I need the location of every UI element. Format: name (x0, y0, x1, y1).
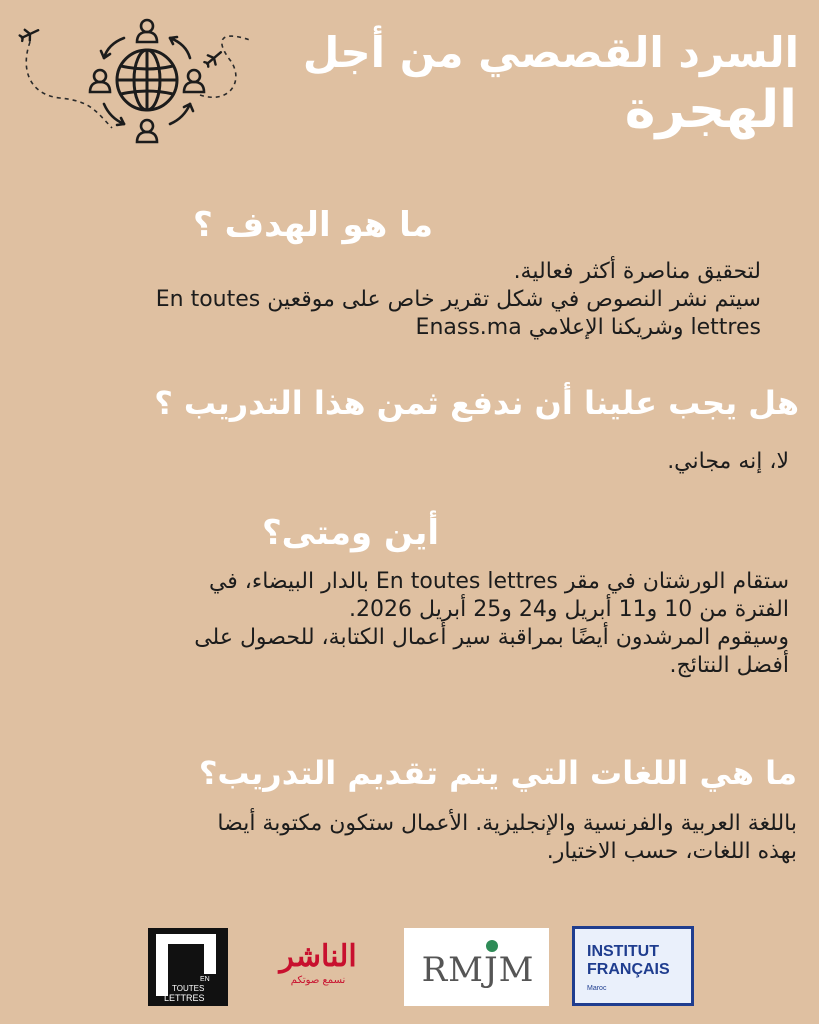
body-line: لتحقيق مناصرة أكثر فعالية. (513, 259, 761, 284)
body-line: لا، إنه مجاني. (667, 449, 789, 474)
institut-francais-logo (572, 926, 694, 1006)
page-title-line-2: الهجرة (624, 80, 797, 140)
body-line: lettres وشريكنا الإعلامي Enass.ma (415, 315, 761, 340)
logo-text: الناشر (279, 939, 357, 974)
logo-text: EN (200, 976, 210, 983)
body-line: أفضل النتائج. (669, 653, 789, 678)
section-body-where-when (29, 568, 789, 680)
section-body-goal (21, 258, 761, 342)
body-line: بهذه اللغات، حسب الاختيار. (546, 839, 797, 864)
logo-text: FRANÇAIS (587, 961, 670, 978)
body-line: باللغة العربية والفرنسية والإنجليزية. الأعمال ستكون مكتوبة أيضا (217, 811, 797, 836)
logo-text: Maroc (587, 985, 607, 992)
rmjm-logo (404, 928, 549, 1006)
section-body-languages (17, 810, 797, 866)
logo-text: RMJM (421, 950, 535, 990)
nashir-logo (258, 940, 378, 998)
section-heading-languages: ما هي اللغات التي يتم تقديم التدريب؟ (198, 754, 797, 792)
logo-text: نسمع صوتكم (290, 975, 346, 986)
page-title-line-1: السرد القصصي من أجل (302, 28, 799, 77)
body-line: الفترة من 10 و11 أبريل و24 و25 أبريل 2026. (349, 597, 789, 622)
logo-text: LETTRES (164, 993, 205, 1003)
section-heading-goal: ما هو الهدف ؟ (193, 205, 433, 245)
section-heading-where-when: أين ومتى؟ (261, 513, 439, 553)
body-line: ستقام الورشتان في مقر En toutes lettres بالدار البيضاء، في (208, 569, 789, 594)
section-body-cost (49, 448, 789, 476)
section-heading-cost: هل يجب علينا أن ندفع ثمن هذا التدريب ؟ (154, 384, 799, 422)
migration-globe-icon (0, 0, 260, 160)
logo-text: INSTITUT (587, 943, 659, 960)
en-toutes-lettres-logo (148, 928, 228, 1006)
body-line: سيتم نشر النصوص في شكل تقرير خاص على موقعين En toutes (155, 287, 761, 312)
body-line: وسيقوم المرشدون أيضًا بمراقبة سير أعمال الكتابة، للحصول على (194, 625, 789, 650)
airplane-icon (18, 25, 40, 44)
airplane-icon (202, 48, 224, 69)
logo-text: TOUTES (172, 984, 205, 993)
